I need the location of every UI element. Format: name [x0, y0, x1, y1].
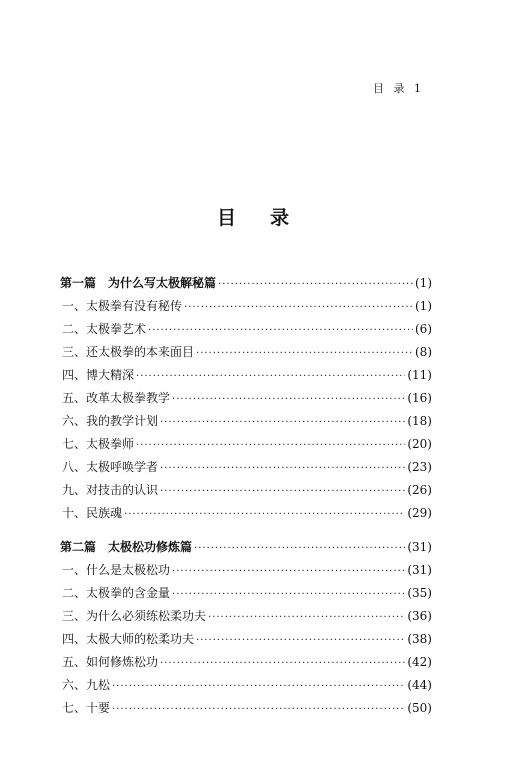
- table-of-contents: [60, 272, 432, 731]
- toc-item-row[interactable]: [60, 295, 432, 318]
- toc-chapter-label: 第一篇 为什么写太极解秘篇: [60, 276, 217, 290]
- toc-item-row[interactable]: [60, 410, 432, 433]
- toc-chapter-row[interactable]: [60, 272, 432, 295]
- toc-page-number: (36): [407, 609, 432, 623]
- dot-leader: [124, 503, 405, 526]
- toc-item-label: 五、改革太极拳教学: [62, 391, 171, 405]
- toc-item-label: 四、博大精深: [62, 368, 135, 382]
- dot-leader: [112, 698, 405, 721]
- dot-leader: [196, 629, 405, 652]
- toc-page-number: (18): [407, 414, 432, 428]
- toc-item-row[interactable]: [60, 651, 432, 674]
- toc-item-row[interactable]: [60, 582, 432, 605]
- toc-page-number: (35): [407, 586, 432, 600]
- toc-item-row[interactable]: [60, 479, 432, 502]
- dot-leader: [208, 606, 405, 629]
- toc-item-row[interactable]: [60, 674, 432, 697]
- dot-leader: [196, 342, 413, 365]
- toc-item-label: 一、什么是太极松功: [62, 563, 171, 577]
- toc-page-number: (23): [407, 460, 432, 474]
- toc-item-row[interactable]: [60, 456, 432, 479]
- toc-item-row[interactable]: [60, 433, 432, 456]
- toc-item-row[interactable]: [60, 318, 432, 341]
- toc-page-number: (20): [407, 437, 432, 451]
- toc-page-number: (1): [415, 276, 432, 290]
- toc-page-number: (29): [407, 506, 432, 520]
- toc-item-label: 九、对技击的认识: [62, 483, 159, 497]
- dot-leader: [218, 273, 413, 296]
- toc-page-number: (31): [407, 563, 432, 577]
- toc-page-number: (26): [407, 483, 432, 497]
- toc-item-row[interactable]: [60, 341, 432, 364]
- toc-item-label: 二、太极拳的含金量: [62, 586, 171, 600]
- dot-leader: [172, 583, 405, 606]
- toc-item-label: 七、十要: [62, 701, 111, 715]
- dot-leader: [136, 434, 405, 457]
- dot-leader: [160, 457, 405, 480]
- toc-page-number: (8): [415, 345, 432, 359]
- dot-leader: [172, 560, 405, 583]
- dot-leader: [172, 388, 405, 411]
- toc-item-label: 一、太极拳有没有秘传: [62, 299, 183, 313]
- running-header: 目 录 1: [373, 82, 424, 95]
- toc-item-label: 八、太极呼唤学者: [62, 460, 159, 474]
- toc-item-row[interactable]: [60, 605, 432, 628]
- dot-leader: [112, 675, 405, 698]
- toc-page-number: (38): [407, 632, 432, 646]
- toc-item-row[interactable]: [60, 387, 432, 410]
- toc-item-label: 三、还太极拳的本来面目: [62, 345, 195, 359]
- dot-leader: [148, 319, 413, 342]
- toc-item-row[interactable]: [60, 364, 432, 387]
- toc-item-label: 四、太极大师的松柔功夫: [62, 632, 195, 646]
- toc-page-number: (44): [407, 678, 432, 692]
- toc-page-number: (42): [407, 655, 432, 669]
- toc-item-row[interactable]: [60, 559, 432, 582]
- toc-item-label: 六、九松: [62, 678, 111, 692]
- dot-leader: [136, 365, 405, 388]
- dot-leader: [160, 480, 405, 503]
- toc-section-2: [60, 536, 432, 720]
- dot-leader: [184, 296, 413, 319]
- toc-item-row[interactable]: [60, 697, 432, 720]
- toc-section-1: [60, 272, 432, 525]
- toc-chapter-label: 第二篇 太极松功修炼篇: [60, 540, 193, 554]
- toc-page-number: (16): [407, 391, 432, 405]
- toc-page-number: (1): [415, 299, 432, 313]
- toc-item-label: 三、为什么必须练松柔功夫: [62, 609, 207, 623]
- page-title: 目录: [216, 207, 323, 229]
- toc-page-number: (50): [407, 701, 432, 715]
- dot-leader: [194, 537, 405, 560]
- toc-chapter-row[interactable]: [60, 536, 432, 559]
- toc-item-row[interactable]: [60, 502, 432, 525]
- toc-item-label: 二、太极拳艺术: [62, 322, 147, 336]
- toc-item-label: 五、如何修炼松功: [62, 655, 159, 669]
- toc-item-label: 十、民族魂: [62, 506, 123, 520]
- toc-page-number: (6): [415, 322, 432, 336]
- toc-item-row[interactable]: [60, 628, 432, 651]
- dot-leader: [160, 411, 405, 434]
- toc-item-label: 七、太极拳师: [62, 437, 135, 451]
- toc-page-number: (31): [407, 540, 432, 554]
- toc-item-label: 六、我的教学计划: [62, 414, 159, 428]
- dot-leader: [160, 652, 405, 675]
- toc-page-number: (11): [407, 368, 432, 382]
